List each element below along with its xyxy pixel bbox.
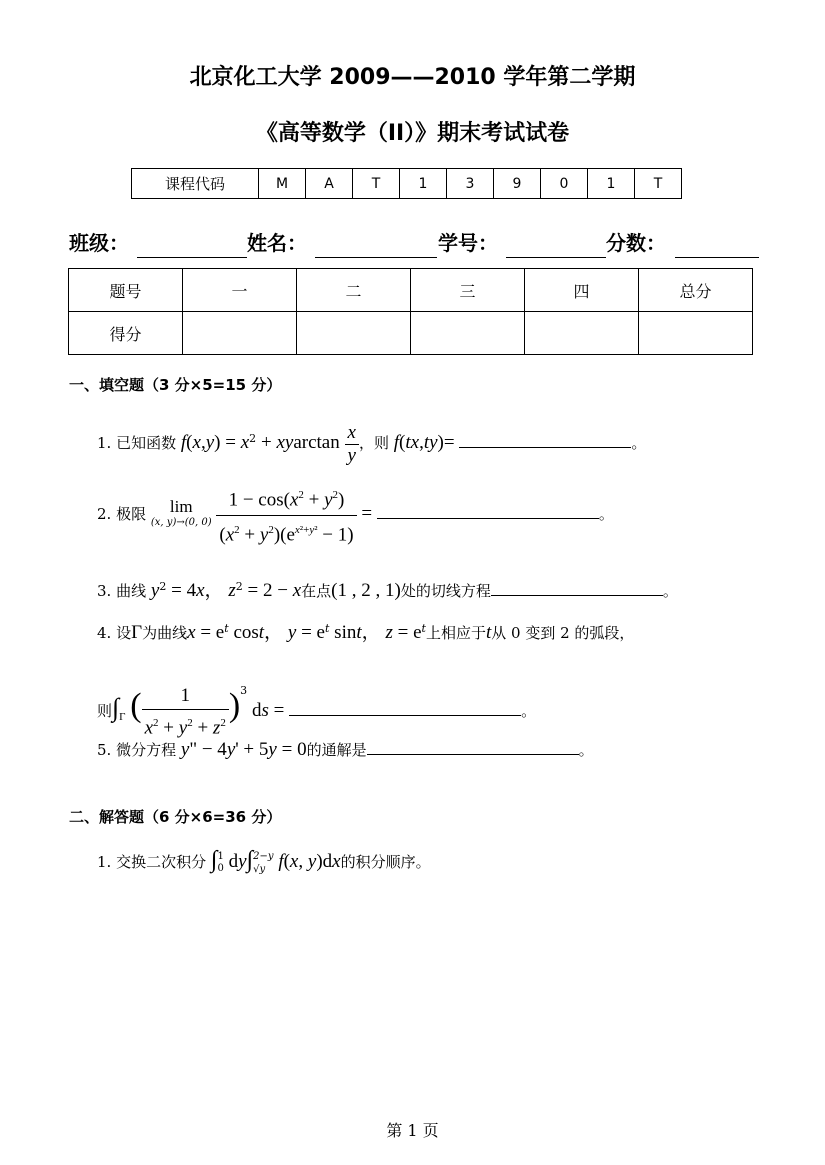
- section2-title: 二、解答题（6 分×6=36 分）: [69, 808, 282, 826]
- score-label: 分数：: [606, 231, 666, 255]
- name-label: 姓名：: [247, 231, 307, 255]
- score-cell[interactable]: [297, 312, 411, 355]
- score-table-header: 三: [411, 269, 525, 312]
- question-1: 1. 已知函数 $f(x,y) = x^2 + xyarctan$ $\frac{x}{y}$ ，则 f(tx,ty)= 。: [97, 421, 647, 466]
- course-code-char: M: [259, 169, 306, 199]
- course-code-char: A: [306, 169, 353, 199]
- score-table-row: [69, 312, 753, 355]
- student-id-field[interactable]: [506, 257, 606, 258]
- course-code-char: 9: [494, 169, 541, 199]
- question-2: 2. 极限 lim (x, y)→(0, 0) $\frac{1 - \cos(x^2 + y^2)}{(x^2 + y^2)(e^{x^2+y^2} - 1)}$ = 。: [97, 478, 614, 550]
- score-field[interactable]: [675, 257, 759, 258]
- score-table: [68, 268, 753, 355]
- course-code-char: T: [635, 169, 682, 199]
- section1-title: 一、填空题（3 分×5=15 分）: [69, 376, 282, 394]
- answer-blank-2[interactable]: [377, 500, 599, 519]
- answer-blank-3[interactable]: [491, 577, 663, 596]
- answer-blank-4[interactable]: [289, 697, 521, 716]
- student-id-label: 学号：: [438, 231, 498, 255]
- section2-question-1: 1. 交换二次积分 ∫ 1 0 dy∫ 2−y √y f(x, y)dx的积分顺序。: [97, 847, 431, 875]
- answer-blank-5[interactable]: [367, 736, 579, 755]
- exam-title: 北京化工大学 2009——2010 学年第二学期: [189, 65, 636, 90]
- question-3: 3. 曲线 $y^2 = 4x$， $z^2 = 2 - x$在点(1 , 2 , 1)处的切线方程 。: [97, 572, 678, 602]
- class-field[interactable]: [137, 257, 247, 258]
- question-4: 4. 设Γ为曲线$x = e^t$ cost， $y = e^t$ sint， $z = e^t$上相应于t从 0 变到 2 的弧段，: [97, 622, 635, 643]
- score-table-header: 四: [525, 269, 639, 312]
- score-table-header-row: [69, 269, 753, 312]
- score-cell[interactable]: [183, 312, 297, 355]
- course-code-char: T: [353, 169, 400, 199]
- course-code-char: 0: [541, 169, 588, 199]
- answer-blank-1[interactable]: [459, 429, 631, 448]
- page-number: 第 1 页: [386, 1121, 439, 1140]
- question-5: 5. 微分方程 y" − 4y' + 5y = 0的通解是 。: [97, 735, 594, 765]
- course-code-char: 3: [447, 169, 494, 199]
- course-code-table: [131, 168, 682, 199]
- class-label: 班级：: [69, 231, 129, 255]
- course-code-char: 1: [400, 169, 447, 199]
- question-4-line-2: 则$\int_\Gamma$ ( $\frac{1}{x^2 + y^2 + z^2}$ )$^3$ ds = 。: [97, 684, 537, 739]
- score-table-header: 题号: [69, 269, 183, 312]
- score-table-header: 一: [183, 269, 297, 312]
- name-field[interactable]: [315, 257, 437, 258]
- score-cell[interactable]: [639, 312, 753, 355]
- student-info-row: [69, 227, 759, 263]
- score-row-label: 得分: [69, 312, 183, 355]
- course-code-char: 1: [588, 169, 635, 199]
- score-table-header: 总分: [639, 269, 753, 312]
- score-cell[interactable]: [525, 312, 639, 355]
- score-cell[interactable]: [411, 312, 525, 355]
- course-code-label: 课程代码: [132, 169, 259, 199]
- exam-subtitle: 《高等数学（II）》期末考试试卷: [255, 121, 570, 146]
- score-table-header: 二: [297, 269, 411, 312]
